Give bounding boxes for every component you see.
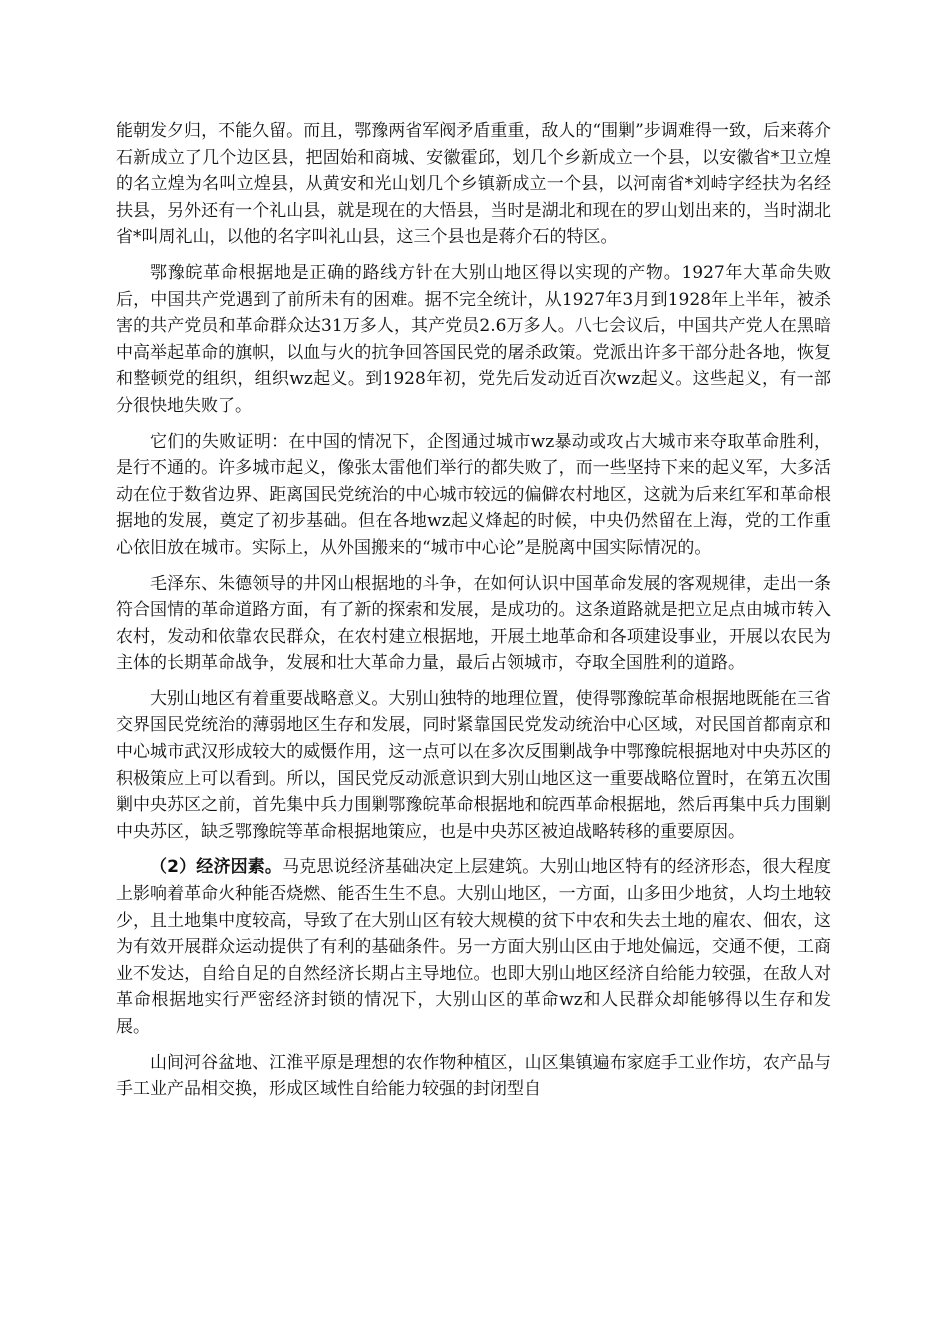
section-heading-economic-factors: （2）经济因素。 <box>150 857 283 878</box>
paragraph-7 <box>116 1050 831 1103</box>
paragraph-5-text: 大别山地区有着重要战略意义。大别山独特的地理位置，使得鄂豫皖革命根据地既能在三省交界国民党统治的薄弱地区生存和发展，同时紧靠国民党发动统治中心区域，对民国首都南京和中心城市武汉形成较大的威慑作用，这一点可以在多次反围剿战争中鄂豫皖根据地对中央苏区的积极策应上可以看到。所以，国民党反动派意识到大别山地区这一重要战略位置时，在第五次围剿中央苏区之前，首先集中兵力围剿鄂豫皖革命根据地和皖西革命根据地，然后再集中兵力围剿中央苏区，缺乏鄂豫皖等革命根据地策应，也是中央苏区被迫战略转移的重要原因。 <box>116 688 831 842</box>
paragraph-3-text: 它们的失败证明：在中国的情况下，企图通过城市wz暴动或攻占大城市来夺取革命胜利，是行不通的。许多城市起义，像张太雷他们举行的都失败了，而一些坚持下来的起义军，大多活动在位于数省边界、距离国民党统治的中心城市较远的偏僻农村地区，这就为后来红军和革命根据地的发展，奠定了初步基础。但在各地wz起义烽起的时候，中央仍然留在上海，党的工作重心依旧放在城市。实际上，从外国搬来的“城市中心论”是脱离中国实际情况的。 <box>116 431 831 558</box>
paragraph-6-text: 马克思说经济基础决定上层建筑。大别山地区特有的经济形态，很大程度上影响着革命火种能否烧燃、能否生生不息。大别山地区，一方面，山多田少地贫，人均土地较少，且土地集中度较高，导致了在大别山区有较大规模的贫下中农和失去土地的雇农、佃农，这为有效开展群众运动提供了有利的基础条件。另一方面大别山区由于地处偏远，交通不便，工商业不发达，自给自足的自然经济长期占主导地位。也即大别山地区经济自给能力较强，在敌人对革命根据地实行严密经济封锁的情况下，大别山区的革命wz和人民群众却能够得以生存和发展。 <box>116 857 831 1037</box>
paragraph-4-text: 毛泽东、朱德领导的井冈山根据地的斗争，在如何认识中国革命发展的客观规律，走出一条符合国情的革命道路方面，有了新的探索和发展，是成功的。这条道路就是把立足点由城市转入农村，发动和依靠农民群众，在农村建立根据地，开展土地革命和各项建设事业，开展以农民为主体的长期革命战争，发展和壮大革命力量，最后占领城市，夺取全国胜利的道路。 <box>116 573 831 674</box>
paragraph-4 <box>116 571 831 677</box>
paragraph-7-text: 山间河谷盆地、江淮平原是理想的农作物种植区，山区集镇遍布家庭手工业作坊，农产品与手工业产品相交换，形成区域性自给能力较强的封闭型自 <box>116 1052 831 1100</box>
paragraph-3 <box>116 429 831 562</box>
paragraph-1-text: 能朝发夕归，不能久留。而且，鄂豫两省军阀矛盾重重，敌人的“围剿”步调难得一致，后来蒋介石新成立了几个边区县，把固始和商城、安徽霍邱，划几个乡新成立一个县，以安徽省*卫立煌的名立煌为名叫立煌县，从黄安和光山划几个乡镇新成立一个县，以河南省*刘峙字经扶为名经扶县，另外还有一个礼山县，就是现在的大悟县，当时是湖北和现在的罗山划出来的，当时湖北省*叫周礼山，以他的名字叫礼山县，这三个县也是蒋介石的特区。 <box>116 121 831 248</box>
paragraph-1 <box>116 118 831 251</box>
paragraph-6 <box>116 854 831 1040</box>
paragraph-2 <box>116 260 831 420</box>
paragraph-5 <box>116 686 831 846</box>
paragraph-2-text: 鄂豫皖革命根据地是正确的路线方针在大别山地区得以实现的产物。1927年大革命失败后，中国共产党遇到了前所未有的困难。据不完全统计，从1927年3月到1928年上半年，被杀害的共产党员和革命群众达31万多人，其产党员2.6万多人。八七会议后，中国共产党人在黑暗中高举起革命的旗帜，以血与火的抗争回答国民党的屠杀政策。党派出许多干部分赴各地，恢复和整顿党的组织，组织wz起义。到1928年初，党先后发动近百次wz起义。这些起义，有一部分很快地失败了。 <box>116 262 831 416</box>
document-page <box>116 118 831 1112</box>
